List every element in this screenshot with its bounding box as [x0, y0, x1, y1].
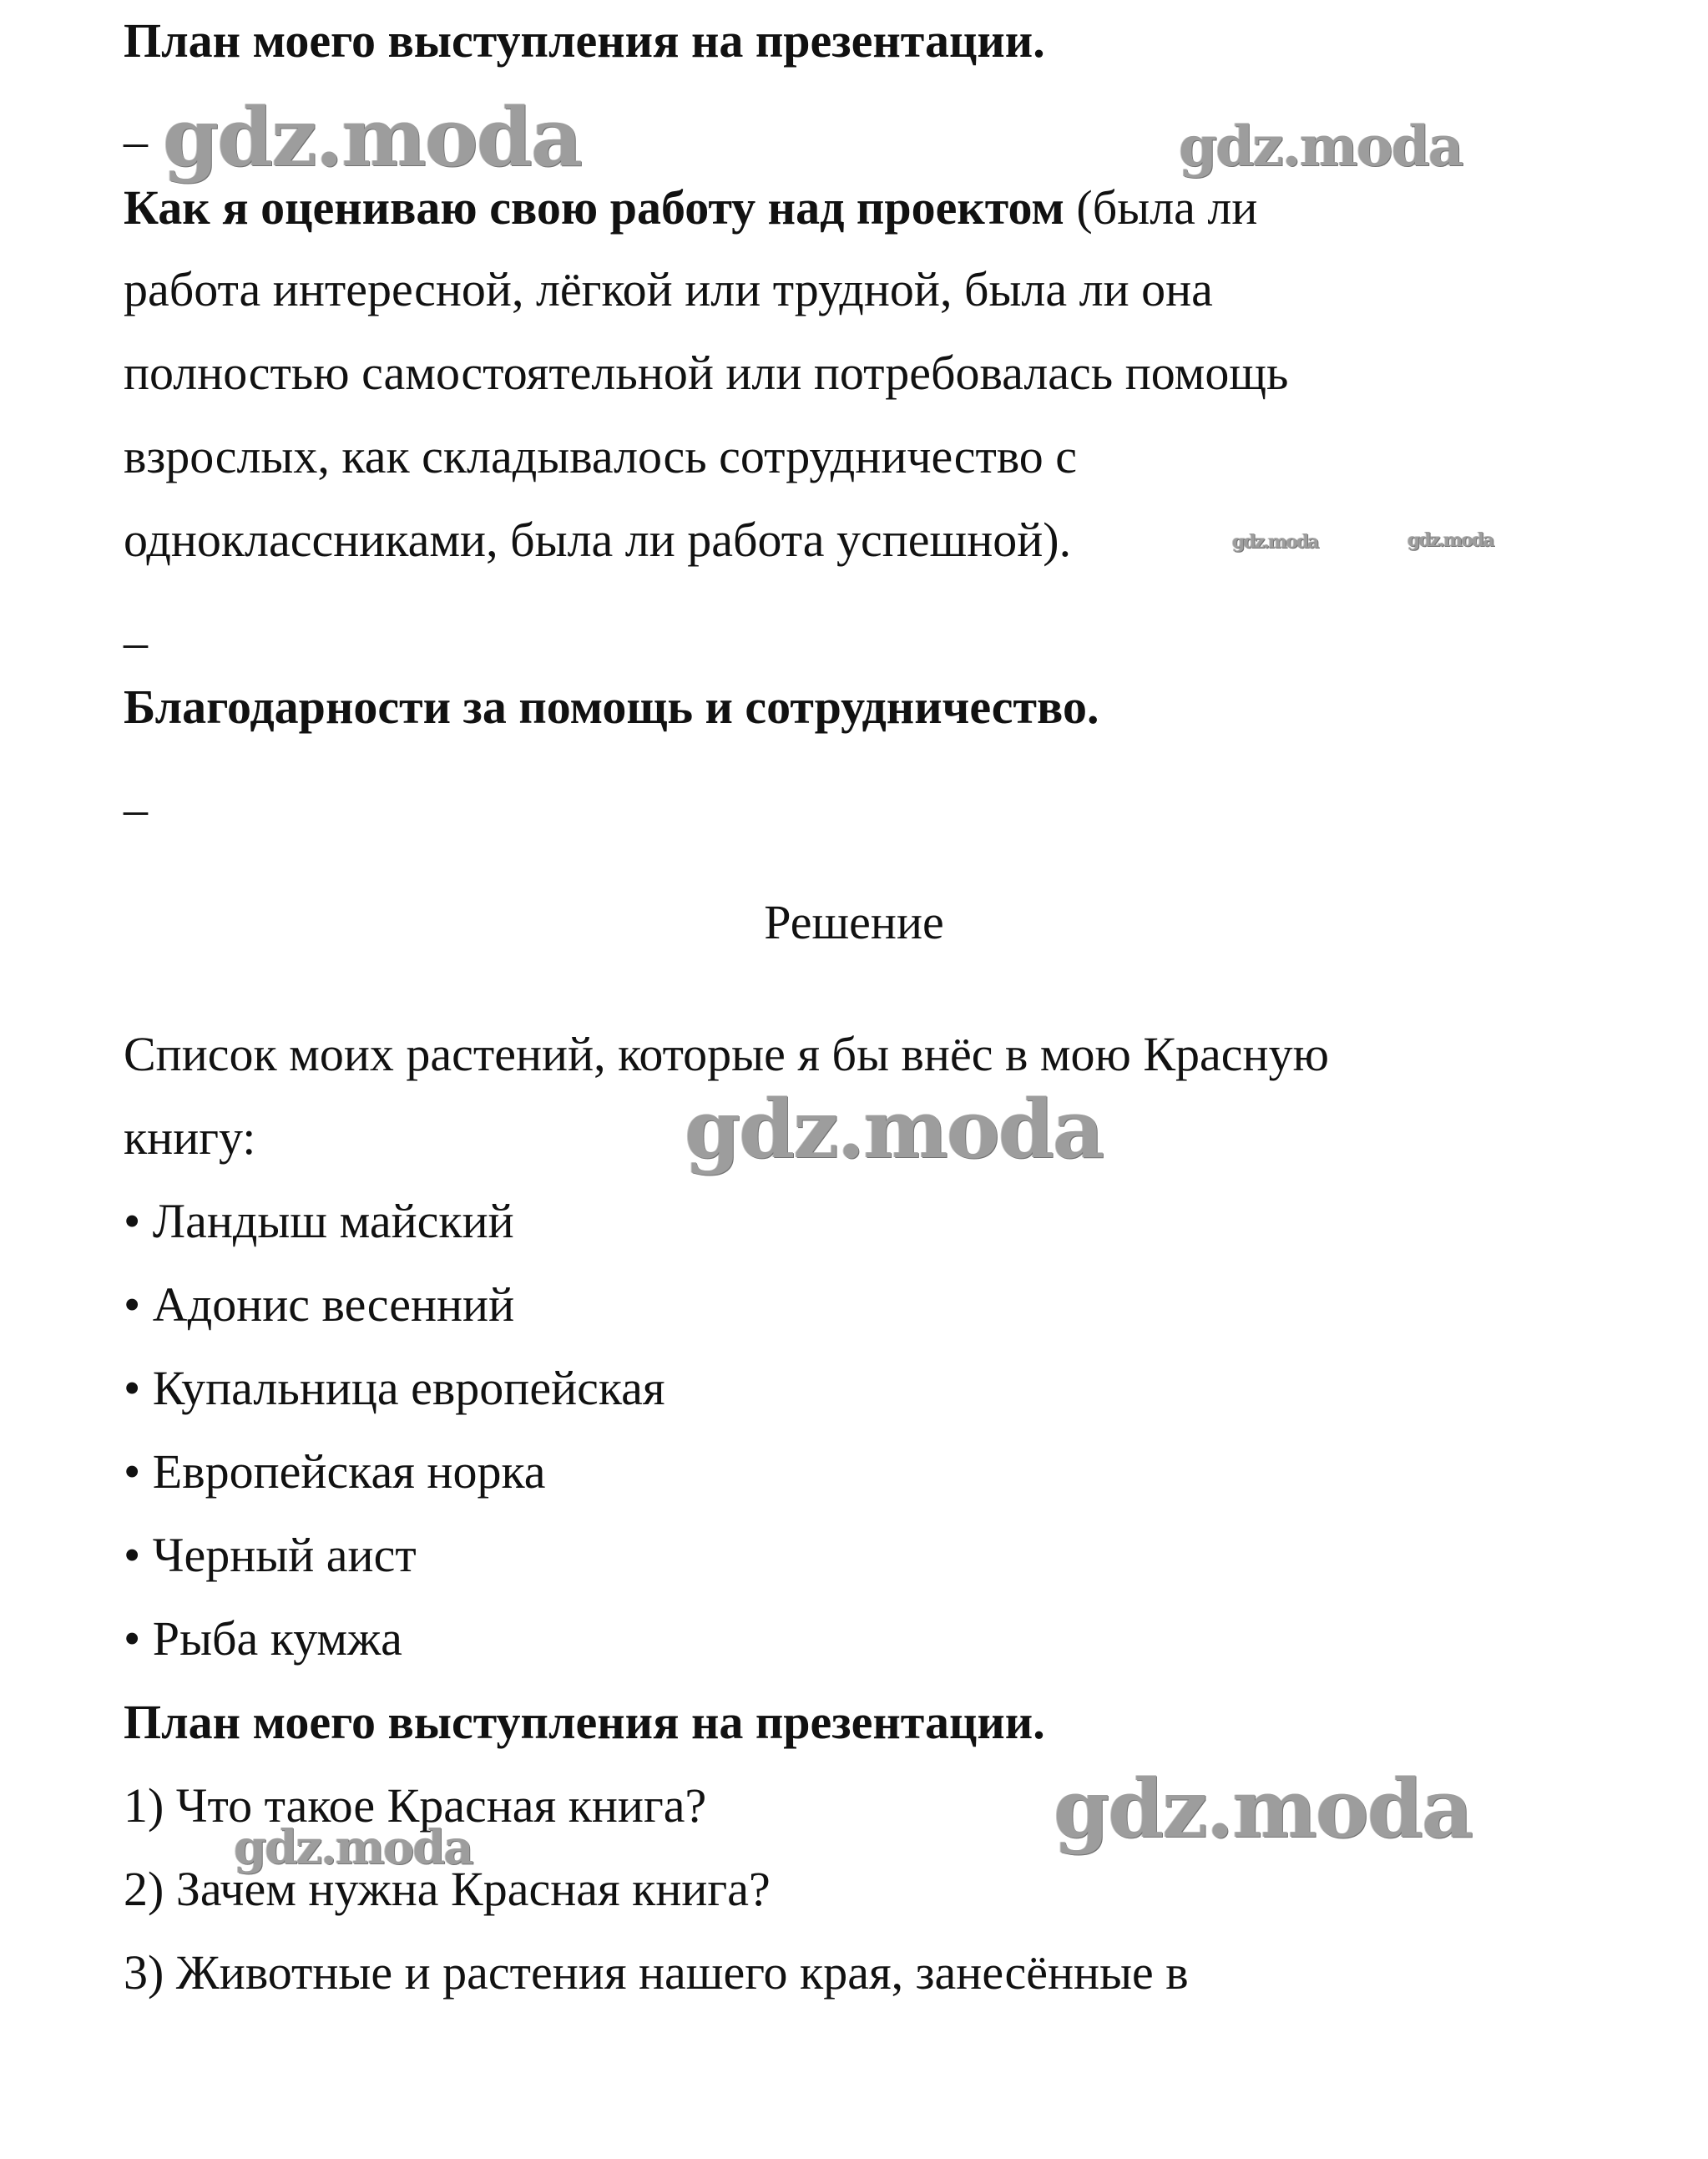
plan-item: 2) Зачем нужна Красная книга? [124, 1862, 771, 1916]
list-item: • Адонис весенний [124, 1277, 515, 1332]
dash-placeholder-1: – [124, 114, 148, 168]
list-item: • Европейская норка [124, 1444, 546, 1499]
plan-item: 3) Животные и растения нашего края, занесённые в [124, 1945, 1189, 2000]
watermark-logo: gdz.moda [685, 1082, 1104, 1176]
watermark-logo: gdz.moda [163, 90, 582, 185]
list-item: • Рыба кумжа [124, 1611, 402, 1666]
plan-title-top: План моего выступления на презентации. [124, 13, 1045, 68]
watermark-logo: gdz.moda [234, 1820, 472, 1875]
plan-item: 1) Что такое Красная книга? [124, 1778, 707, 1833]
assessment-line-5: одноклассниками, была ли работа успешной). [124, 513, 1072, 567]
list-item: • Ландыш майский [124, 1194, 514, 1248]
watermark-logo: gdz.moda [1407, 529, 1493, 551]
watermark-logo: gdz.moda [1179, 114, 1463, 179]
assessment-line-3: полностью самостоятельной или потребовалась помощь [124, 346, 1289, 400]
assessment-bold-lead: Как я оцениваю свою работу над проектом [124, 180, 1064, 235]
dash-placeholder-2: – [124, 614, 148, 669]
assessment-line-1 [124, 180, 1258, 235]
solution-intro-2: книгу: [124, 1110, 256, 1165]
list-item: • Купальница европейская [124, 1361, 665, 1415]
plan-title-bottom: План моего выступления на презентации. [124, 1695, 1045, 1749]
list-item: • Черный аист [124, 1528, 417, 1582]
thanks-title: Благодарности за помощь и сотрудничество. [124, 680, 1099, 734]
assessment-text-1: (была ли [1064, 180, 1258, 235]
assessment-line-4: взрослых, как складывалось сотрудничество с [124, 429, 1078, 483]
solution-heading: Решение [764, 895, 944, 949]
assessment-line-2: работа интересной, лёгкой или трудной, была ли она [124, 262, 1213, 316]
watermark-logo: gdz.moda [1054, 1762, 1473, 1856]
dash-placeholder-3: – [124, 781, 148, 836]
watermark-logo: gdz.moda [1232, 531, 1318, 553]
solution-intro-1: Список моих растений, которые я бы внёс в мою Красную [124, 1027, 1329, 1081]
